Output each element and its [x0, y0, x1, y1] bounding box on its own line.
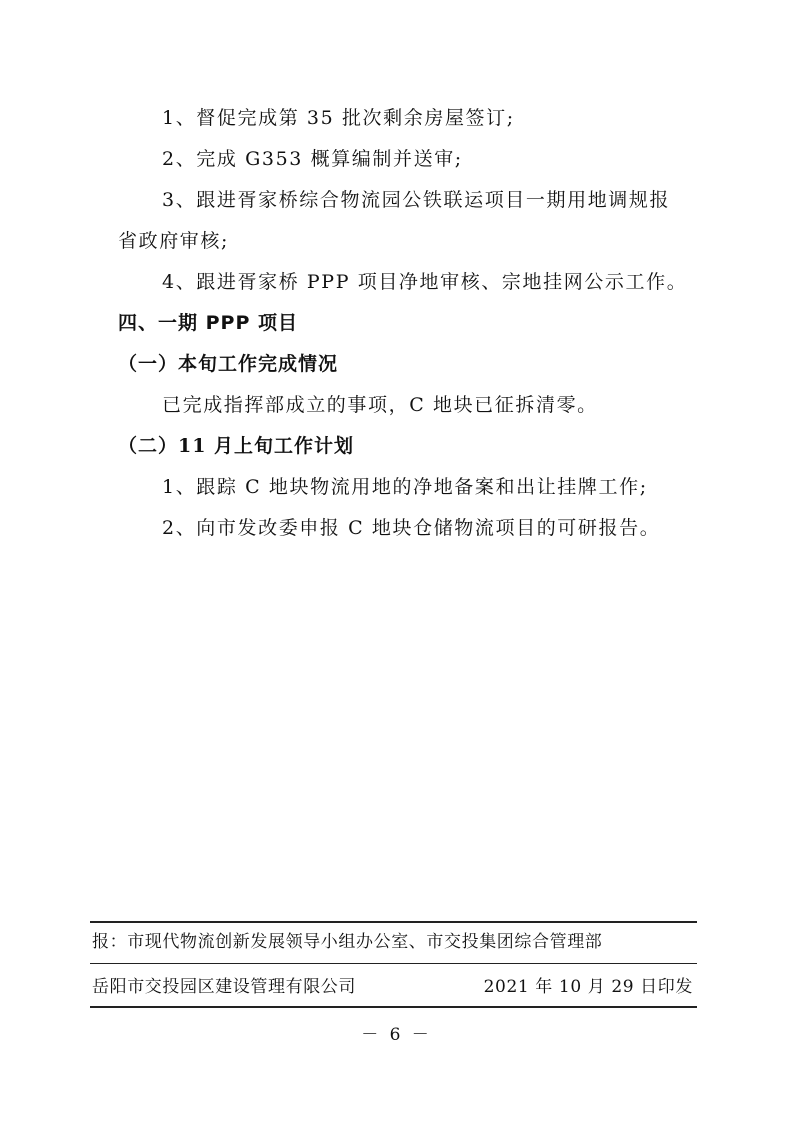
subsection-heading-1: （一）本旬工作完成情况 — [118, 353, 339, 375]
footer-bottom-rule — [90, 1006, 697, 1008]
plan-item-c-1: 1、跟踪 C 地块物流用地的净地备案和出让挂牌工作; — [162, 476, 648, 498]
section-heading-4: 四、一期 PPP 项目 — [118, 312, 299, 334]
page-number: － 6 － — [361, 1025, 432, 1045]
plan-item-3: 3、跟进胥家桥综合物流园公铁联运项目一期用地调规报省政府审核; — [118, 189, 671, 252]
subsection-heading-2: （二）11 月上旬工作计划 — [118, 435, 355, 457]
footer-middle-rule — [90, 963, 697, 964]
footer-issuer: 岳阳市交投园区建设管理有限公司 — [92, 977, 356, 997]
plan-item-2: 2、完成 G353 概算编制并送审; — [162, 148, 463, 170]
subsection-1-text: 已完成指挥部成立的事项，C 地块已征拆清零。 — [162, 394, 598, 416]
plan-item-1: 1、督促完成第 35 批次剩余房屋签订; — [162, 107, 515, 129]
footer-top-rule — [90, 921, 697, 923]
plan-item-4: 4、跟进胥家桥 PPP 项目净地审核、宗地挂网公示工作。 — [162, 271, 688, 293]
footer-report-to: 报：市现代物流创新发展领导小组办公室、市交投集团综合管理部 — [92, 932, 603, 952]
plan-item-c-2: 2、向市发改委申报 C 地块仓储物流项目的可研报告。 — [162, 517, 661, 539]
footer-issue-date: 2021 年 10 月 29 日印发 — [483, 977, 693, 997]
